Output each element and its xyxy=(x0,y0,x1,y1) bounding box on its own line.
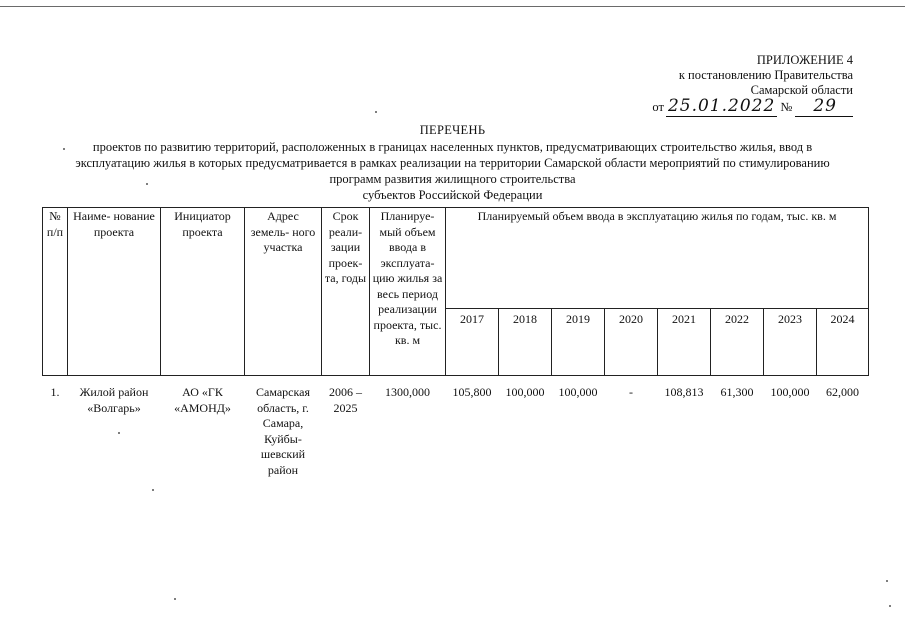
table-header-row xyxy=(43,208,869,309)
scan-speck xyxy=(375,111,377,113)
col-header-period: Срок реали- зации проек- та, годы xyxy=(322,208,370,376)
cell-year-value: 62,000 xyxy=(826,385,860,399)
cell-initiator: АО «ГК «АМОНД» xyxy=(174,385,231,415)
year-header: 2023 xyxy=(764,309,817,376)
cell-year-value: 61,300 xyxy=(720,385,754,399)
year-header: 2022 xyxy=(711,309,764,376)
year-header: 2019 xyxy=(552,309,605,376)
col-header-num: № п/п xyxy=(43,208,68,376)
cell-address: Самарская область, г. Самара, Куйбы- шевский район xyxy=(256,385,310,477)
date-prefix: от xyxy=(652,100,664,114)
date-number-row xyxy=(652,96,853,116)
scan-speck xyxy=(886,580,888,582)
col-header-initiator: Инициатор проекта xyxy=(161,208,245,376)
year-header: 2020 xyxy=(605,309,658,376)
scan-speck xyxy=(889,605,891,607)
scan-edge-line xyxy=(0,6,905,7)
col-header-address: Адрес земель- ного участка xyxy=(245,208,322,376)
cell-year-value: 108,813 xyxy=(664,385,704,399)
cell-year-value: 100,000 xyxy=(558,385,598,399)
cell-year-value: - xyxy=(629,385,633,399)
document-title: ПЕРЕЧЕНЬ xyxy=(419,123,486,137)
resolution-line-2: Самарской области xyxy=(750,83,853,97)
appendix-block xyxy=(652,53,853,115)
handwritten-date: 25.01.2022 xyxy=(667,96,776,116)
number-prefix: № xyxy=(780,100,793,114)
scan-speck xyxy=(174,598,176,600)
scan-speck xyxy=(152,489,154,491)
handwritten-number: 29 xyxy=(795,96,853,117)
projects-table xyxy=(42,207,869,479)
scan-speck xyxy=(63,148,65,150)
document-subtitle xyxy=(20,139,885,203)
year-header: 2024 xyxy=(817,309,869,376)
subtitle-line-4: субъектов Российской Федерации xyxy=(362,188,543,202)
appendix-label: ПРИЛОЖЕНИЕ 4 xyxy=(756,53,853,67)
cell-planned-total: 1300,000 xyxy=(385,385,430,399)
scan-speck xyxy=(146,183,148,185)
cell-name: Жилой район «Волгарь» xyxy=(79,385,149,415)
cell-year-value: 105,800 xyxy=(452,385,492,399)
cell-period: 2006 – 2025 xyxy=(329,385,362,415)
table-row xyxy=(43,382,869,479)
scan-speck xyxy=(118,432,120,434)
subtitle-line-3: программ развития жилищного строительства xyxy=(329,172,576,186)
year-header: 2018 xyxy=(499,309,552,376)
col-header-name: Наиме- нование проекта xyxy=(68,208,161,376)
year-header: 2017 xyxy=(446,309,499,376)
cell-num: 1. xyxy=(50,385,60,399)
resolution-line-1: к постановлению Правительства xyxy=(678,68,853,82)
cell-year-value: 100,000 xyxy=(505,385,545,399)
year-header: 2021 xyxy=(658,309,711,376)
col-header-by-years: Планируемый объем ввода в эксплуатацию жилья по годам, тыс. кв. м xyxy=(446,208,869,309)
cell-year-value: 100,000 xyxy=(770,385,810,399)
col-header-planned-total: Планируе- мый объем ввода в эксплуата- цию жилья за весь период реализации проекта, тыс. кв. м xyxy=(370,208,446,376)
subtitle-line-1: проектов по развитию территорий, расположенных в границах населенных пунктов, предусматривающих строительство жилья, ввод в xyxy=(92,140,813,154)
subtitle-line-2: эксплуатацию жилья в которых предусматривается в рамках реализации на территории Самарской области мероприятий по стимулированию xyxy=(75,156,830,170)
